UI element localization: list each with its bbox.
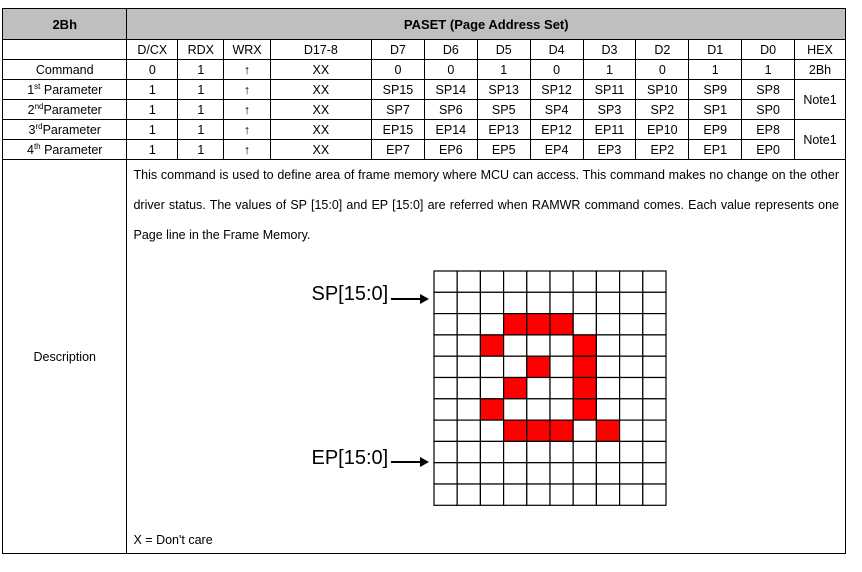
grid-cell-filled [574,399,597,420]
grid-cell [504,356,527,377]
table-cell: EP7 [372,140,425,160]
table-cell: 1 [742,60,795,80]
grid-cell-filled [527,314,550,335]
table-cell: SP10 [636,80,689,100]
table-cell: EP8 [742,120,795,140]
grid-cell [550,335,573,356]
grid-cell [643,420,666,441]
grid-cell [458,314,481,335]
grid-cell [574,441,597,462]
grid-cell [458,463,481,484]
grid-cell-filled [504,314,527,335]
table-cell: 1 [127,100,178,120]
blank-cell [3,40,127,60]
table-cell: 1 [127,80,178,100]
grid-cell [620,463,643,484]
grid-cell [481,484,504,505]
grid-cell [597,378,620,399]
row-label-suffix: Parameter [42,122,101,137]
sp-arrow [391,298,427,300]
grid-cell [504,463,527,484]
row-label-ordinal: st [34,81,41,91]
table-cell: 0 [636,60,689,80]
table-cell: EP15 [372,120,425,140]
grid-cell [597,463,620,484]
column-header: D4 [530,40,583,60]
table-cell: EP0 [742,140,795,160]
table-row [3,100,846,120]
row-label-number: Command [35,62,94,77]
hex-cell: Note1 [795,80,846,120]
table-cell: ↑ [224,100,270,120]
table-row [3,80,846,100]
row-label [3,60,127,80]
grid-cell [620,378,643,399]
table-cell: 1 [689,60,742,80]
table-cell: SP14 [424,80,477,100]
grid-cell [550,399,573,420]
grid-cell [620,271,643,292]
row-label-suffix: Parameter [40,82,103,97]
grid-cell [620,484,643,505]
column-header: D2 [636,40,689,60]
table-cell: EP6 [424,140,477,160]
table-cell: XX [270,120,371,140]
grid-cell [527,292,550,313]
table-cell: SP6 [424,100,477,120]
table-cell: 1 [178,120,224,140]
grid-cell-filled [481,399,504,420]
row-label-ordinal: th [33,141,41,151]
grid-cell [643,356,666,377]
description-text: This command is used to define area of frame memory where MCU can access. This command makes no change on the other driver status. The values of SP [15:0] and EP [15:0] are referred when RAMWR command comes. Each value represents one Page line in the Frame Memory. [133,168,839,242]
grid-cell [550,463,573,484]
column-header: D0 [742,40,795,60]
table-cell: SP1 [689,100,742,120]
grid-cell [643,399,666,420]
grid-cell [481,356,504,377]
grid-cell [504,441,527,462]
grid-cell [504,271,527,292]
grid-cell [550,441,573,462]
dont-care-note: X = Don't care [133,533,213,547]
grid-cell [458,292,481,313]
grid-cell-filled [550,420,573,441]
grid-cell [643,292,666,313]
grid-cell [481,314,504,335]
table-cell: ↑ [224,120,270,140]
table-cell: 0 [372,60,425,80]
sp-label: SP[15:0] [311,283,389,305]
column-header: RDX [178,40,224,60]
grid-cell [434,420,457,441]
grid-cell [527,378,550,399]
table-cell: EP5 [477,140,530,160]
grid-cell [527,335,550,356]
grid-cell [481,463,504,484]
grid-cell [527,484,550,505]
column-header: D6 [424,40,477,60]
grid-cell [481,292,504,313]
table-cell: 1 [178,80,224,100]
table-cell: ↑ [224,140,270,160]
table-cell: SP12 [530,80,583,100]
table-cell: EP2 [636,140,689,160]
hex-cell: Note1 [795,120,846,160]
table-cell: EP10 [636,120,689,140]
grid-cell [550,378,573,399]
grid-cell-filled [504,420,527,441]
grid-cell [597,271,620,292]
grid-cell [550,356,573,377]
row-label [3,120,127,140]
grid-cell [504,399,527,420]
table-cell: XX [270,80,371,100]
table-cell: EP1 [689,140,742,160]
row-label-suffix: Parameter [40,142,103,157]
grid-cell [620,420,643,441]
column-header: D1 [689,40,742,60]
grid-cell [643,463,666,484]
grid-cell [597,399,620,420]
grid-cell [434,356,457,377]
grid-cell [527,441,550,462]
table-cell: EP14 [424,120,477,140]
grid-cell [597,484,620,505]
table-cell: XX [270,140,371,160]
grid-cell-filled [574,378,597,399]
command-table [2,8,846,554]
grid-cell [434,463,457,484]
row-label [3,140,127,160]
grid-cell [574,463,597,484]
grid-cell [434,378,457,399]
column-header: WRX [224,40,270,60]
table-cell: ↑ [224,60,270,80]
grid-cell [504,292,527,313]
table-cell: XX [270,100,371,120]
grid-cell-filled [597,420,620,441]
table-cell: SP9 [689,80,742,100]
grid-cell [434,484,457,505]
grid-cell [574,314,597,335]
grid-cell [550,484,573,505]
row-label-number: 1 [27,82,35,97]
table-cell: SP8 [742,80,795,100]
grid-cell [574,271,597,292]
row-label [3,100,127,120]
grid-cell [434,271,457,292]
table-cell: ↑ [224,80,270,100]
grid-cell [620,399,643,420]
row-label-number: 4 [27,142,34,157]
grid-cell [481,420,504,441]
table-cell: 0 [530,60,583,80]
table-cell: 1 [583,60,636,80]
ep-label: EP[15:0] [311,447,389,469]
table-cell: 1 [178,100,224,120]
row-label-ordinal: nd [34,101,44,111]
grid-cell-filled [550,314,573,335]
description-cell [127,160,846,554]
grid-cell [574,484,597,505]
grid-cell [481,271,504,292]
grid-cell [504,335,527,356]
grid-cell [574,420,597,441]
table-cell: SP7 [372,100,425,120]
grid-cell [458,420,481,441]
table-cell: EP13 [477,120,530,140]
table-cell: SP4 [530,100,583,120]
grid-cell [643,378,666,399]
table-cell: EP11 [583,120,636,140]
table-cell: SP11 [583,80,636,100]
row-label-number: 2 [27,102,35,117]
column-header: D7 [372,40,425,60]
command-code: 2Bh [3,9,127,40]
column-header: D5 [477,40,530,60]
frame-memory-grid [433,270,675,510]
grid-cell [434,399,457,420]
column-header: D/CX [127,40,178,60]
grid-cell-filled [527,356,550,377]
column-header: D3 [583,40,636,60]
table-cell: 1 [178,140,224,160]
table-cell: SP15 [372,80,425,100]
table-cell: EP3 [583,140,636,160]
table-cell: EP12 [530,120,583,140]
table-cell: SP5 [477,100,530,120]
grid-cell [458,378,481,399]
grid-cell [458,335,481,356]
table-row [3,120,846,140]
table-cell: 1 [127,140,178,160]
grid-cell [504,484,527,505]
table-cell: 1 [127,120,178,140]
row-label [3,80,127,100]
table-cell: SP13 [477,80,530,100]
grid-cell [597,292,620,313]
grid-cell-filled [504,378,527,399]
grid-cell [620,441,643,462]
table-cell: SP0 [742,100,795,120]
grid-cell [527,399,550,420]
grid-cell [481,441,504,462]
table-cell: 1 [178,60,224,80]
grid-cell [550,271,573,292]
table-row [3,60,846,80]
grid-cell [458,484,481,505]
description-label: Description [3,160,127,554]
grid-cell [620,335,643,356]
grid-cell [527,463,550,484]
ep-arrow [391,461,427,463]
grid-cell [620,292,643,313]
grid-cell [458,441,481,462]
table-cell: SP2 [636,100,689,120]
grid-cell [597,441,620,462]
grid-cell [550,292,573,313]
grid-cell [620,356,643,377]
grid-cell [434,314,457,335]
grid-cell-filled [574,335,597,356]
grid-cell [434,441,457,462]
grid-cell [434,335,457,356]
grid-cell [597,356,620,377]
grid-cell [434,292,457,313]
grid-cell [643,335,666,356]
column-header: D17-8 [270,40,371,60]
grid-cell [643,271,666,292]
table-cell: 0 [424,60,477,80]
grid-cell [458,356,481,377]
row-label-number: 3 [28,122,36,137]
row-label-ordinal: rd [35,121,43,131]
row-label-suffix: Parameter [43,102,102,117]
table-row [3,140,846,160]
table-cell: SP3 [583,100,636,120]
column-header: HEX [795,40,846,60]
grid-cell [643,441,666,462]
table-cell: EP9 [689,120,742,140]
table-cell: 1 [477,60,530,80]
grid-cell [620,314,643,335]
grid-cell [527,271,550,292]
table-cell: 0 [127,60,178,80]
hex-cell: 2Bh [795,60,846,80]
table-cell: EP4 [530,140,583,160]
table-cell: XX [270,60,371,80]
grid-cell [458,399,481,420]
column-header-row [3,40,846,60]
grid-cell [643,484,666,505]
grid-cell-filled [481,335,504,356]
grid-cell [643,314,666,335]
grid-cell [481,378,504,399]
grid-cell [597,314,620,335]
grid-cell-filled [574,356,597,377]
command-title: PASET (Page Address Set) [127,9,846,40]
grid-cell [597,335,620,356]
grid-cell [458,271,481,292]
grid-cell [574,292,597,313]
grid-cell-filled [527,420,550,441]
